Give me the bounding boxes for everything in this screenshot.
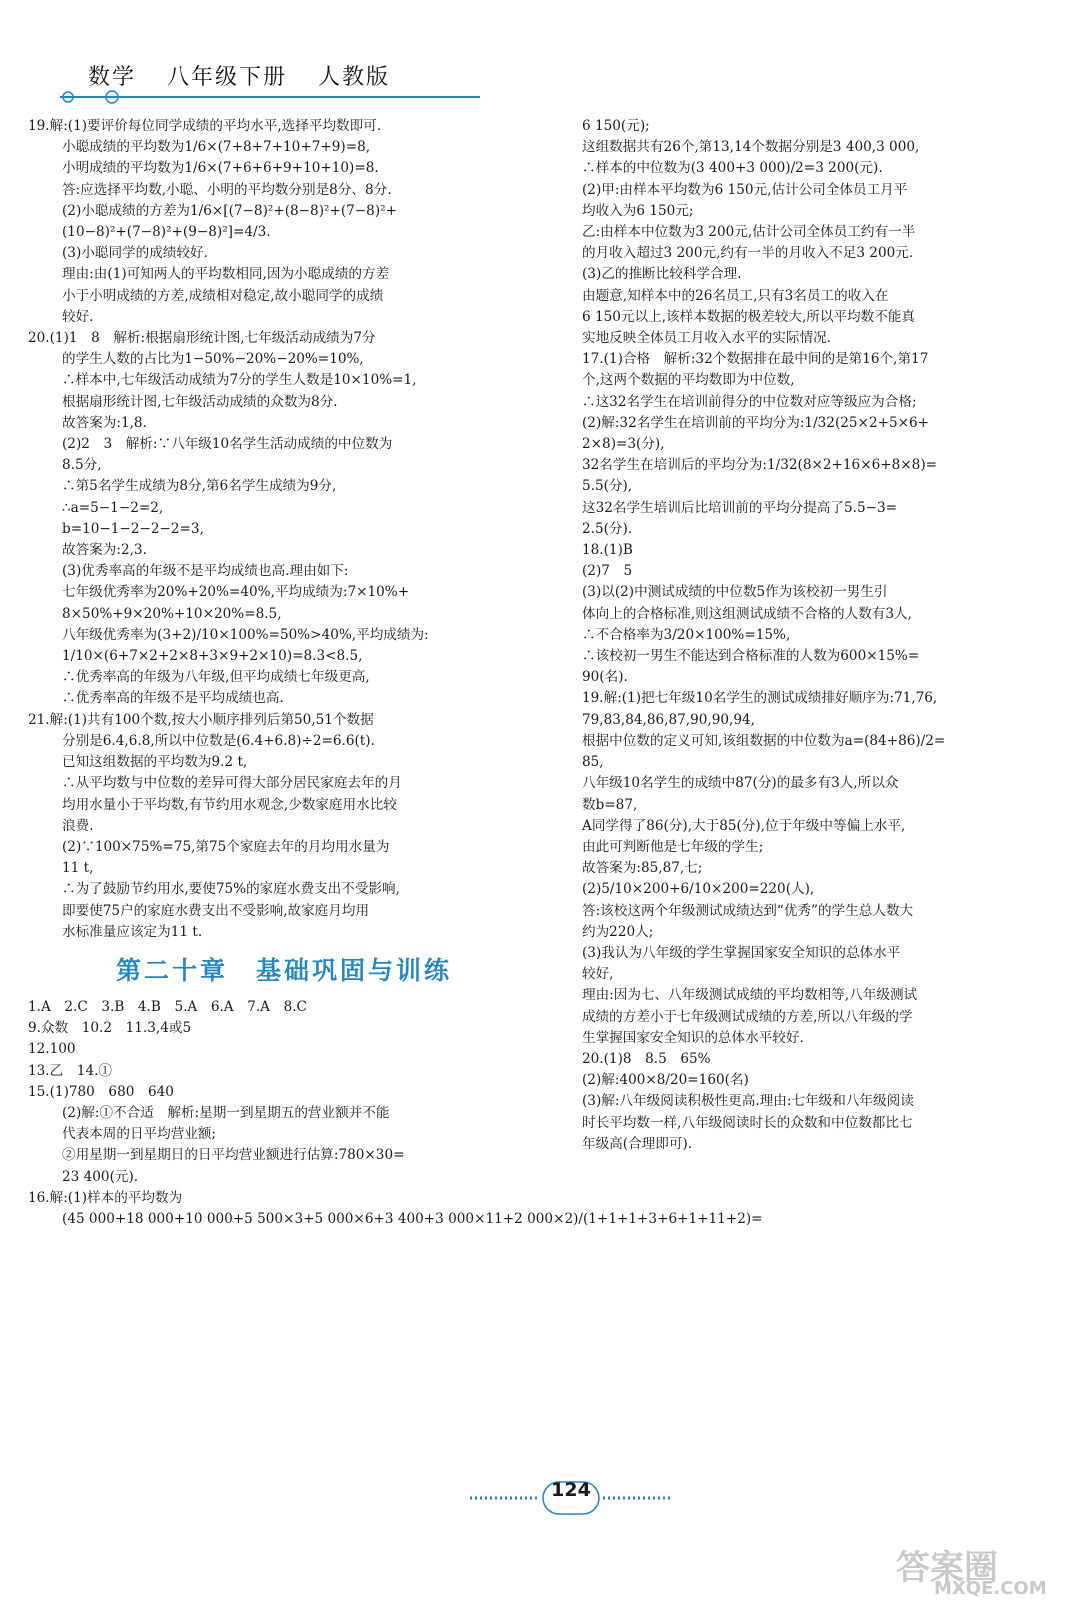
answer-line: 已知这组数据的平均数为9.2 t,: [62, 754, 248, 771]
answer-line: ∴优秀率高的年级为八年级,但平均成绩七年级更高,: [62, 669, 370, 686]
answer-line: 答:应选择平均数,小聪、小明的平均数分别是8分、8分.: [62, 181, 392, 198]
right-answer-column: [582, 116, 1056, 1155]
answer-line: 成绩的方差小于七年级测试成绩的方差,所以八年级的学: [582, 1008, 913, 1025]
answer-line: ∴不合格率为3/20×100%=15%,: [582, 626, 791, 643]
answer-line: 小于小明成绩的方差,成绩相对稳定,故小聪同学的成绩: [62, 287, 384, 304]
answer-line: 八年级优秀率为(3+2)/10×100%=50%>40%,平均成绩为:: [62, 626, 429, 643]
answer-line: 的月收入超过3 200元,约有一半的月收入不足3 200元.: [582, 245, 914, 262]
answer-line: 浪费.: [62, 817, 94, 834]
answer-line: 七年级优秀率为20%+20%=40%,平均成绩为:7×10%+: [62, 584, 410, 601]
answer-line: ∴样本的中位数为(3 400+3 000)/2=3 200(元).: [582, 160, 883, 177]
answer-line: 20.(1)1 8 解析:根据扇形统计图,七年级活动成绩为7分: [28, 330, 376, 347]
answer-line: 理由:由(1)可知两人的平均数相同,因为小聪成绩的方差: [62, 266, 390, 283]
answer-line: 理由:因为七、八年级测试成绩的平均数相等,八年级测试: [582, 987, 918, 1004]
answer-line: (2)甲:由样本平均数为6 150元,估计公司全体员工月平: [582, 181, 908, 198]
answer-line: 79,83,84,86,87,90,90,94,: [582, 711, 755, 728]
answer-line: 小明成绩的平均数为1/6×(7+6+6+9+10+10)=8.: [62, 160, 379, 177]
answer-line: ∴样本中,七年级活动成绩为7分的学生人数是10×10%=1,: [62, 372, 417, 389]
header-decoration: [60, 96, 480, 98]
answer-line: 分别是6.4,6.8,所以中位数是(6.4+6.8)÷2=6.6(t).: [62, 732, 375, 749]
answer-line: (2)解:400×8/20=160(名): [582, 1072, 749, 1089]
answer-line: 年级高(合理即可).: [582, 1135, 693, 1152]
answer-line: A同学得了86(分),大于85(分),位于年级中等偏上水平,: [582, 817, 906, 834]
answer-line: 5.5(分),: [582, 478, 633, 495]
answer-line: 代表本周的日平均营业额;: [62, 1126, 217, 1143]
watermark-logo: 答案圈: [896, 1548, 998, 1588]
answer-line: (2)解:32名学生在培训前的平均分为:1/32(25×2+5×6+: [582, 414, 930, 431]
answer-line: 20.(1)8 8.5 65%: [582, 1050, 711, 1067]
answer-line: 故答案为:2,3.: [62, 542, 147, 559]
answer-line: 11 t,: [62, 860, 94, 877]
answer-line: 1.A 2.C 3.B 4.B 5.A 6.A 7.A 8.C: [28, 998, 307, 1015]
answer-line: 13.乙 14.①: [28, 1062, 113, 1079]
answer-line: 根据扇形统计图,七年级活动成绩的众数为8分.: [62, 393, 338, 410]
answer-line: (2)∵100×75%=75,第75个家庭去年的月均用水量为: [62, 838, 390, 855]
answer-line: 体向上的合格标准,则这组测试成绩不合格的人数有3人,: [582, 605, 912, 622]
answer-line: 这组数据共有26个,第13,14个数据分别是3 400,3 000,: [582, 139, 920, 156]
answer-line: (10−8)²+(7−8)²+(9−8)²]=4/3.: [62, 224, 271, 241]
answer-line: 19.解:(1)要评价每位同学成绩的平均水平,选择平均数即可.: [28, 118, 382, 134]
answer-line: 85,: [582, 754, 604, 771]
answer-line: (2)解:①不合适 解析:星期一到星期五的营业额并不能: [62, 1104, 390, 1121]
answer-line: 故答案为:85,87,七;: [582, 860, 703, 877]
answer-line: 均收入为6 150元;: [582, 202, 694, 219]
page-header: [88, 60, 412, 91]
answer-line: (45 000+18 000+10 000+5 500×3+5 000×6+3 400+3 000×11+2 000×2)/(1+1+1+3+6+1+11+2)=: [62, 1210, 763, 1227]
answer-line: 1/10×(6+7×2+2×8+3×9+2×10)=8.3<8.5,: [62, 648, 363, 665]
chapter-heading: 第二十章 基础巩固与训练: [116, 955, 453, 985]
answer-line: 均用水量小于平均数,有节约用水观念,少数家庭用水比较: [62, 796, 397, 813]
answer-line: ∴从平均数与中位数的差异可得大部分居民家庭去年的月: [62, 775, 402, 792]
answer-line: 实地反映全体员工月收入水平的实际情况.: [582, 330, 832, 347]
answer-line: (2)7 5: [582, 563, 633, 580]
answer-line: 2×8)=3(分),: [582, 436, 665, 453]
answer-line: 9.众数 10.2 11.3,4或5: [28, 1020, 192, 1037]
answer-line: 6 150元以上,该样本数据的极差较大,所以平均数不能真: [582, 308, 916, 325]
answer-line: 这32名学生培训后比培训前的平均分提高了5.5−3=: [582, 499, 898, 516]
answer-line: (3)小聪同学的成绩较好.: [62, 245, 208, 262]
answer-line: (3)我认为八年级的学生掌握国家安全知识的总体水平: [582, 944, 901, 961]
answer-line: 21.解:(1)共有100个数,按大小顺序排列后第50,51个数据: [28, 711, 374, 728]
answer-line: 12.100: [28, 1041, 76, 1058]
answer-line: 生掌握国家安全知识的总体水平较好.: [582, 1029, 804, 1046]
answer-line: 19.解:(1)把七年级10名学生的测试成绩排好顺序为:71,76,: [582, 690, 938, 707]
answer-line: ∴该校初一男生不能达到合格标准的人数为600×15%=: [582, 648, 920, 665]
answer-line: 8×50%+9×20%+10×20%=8.5,: [62, 605, 282, 622]
answer-line: 时长平均数一样,八年级阅读时长的众数和中位数都比七: [582, 1114, 913, 1131]
header-circles-icon: [60, 88, 120, 106]
answer-line: 的学生人数的占比为1−50%−20%−20%=10%,: [62, 351, 364, 368]
answer-line: (2)小聪成绩的方差为1/6×[(7−8)²+(8−8)²+(7−8)²+: [62, 202, 397, 219]
answer-line: ∴a=5−1−2=2,: [62, 499, 164, 516]
answer-line: 即要使75户的家庭水费支出不受影响,故家庭月均用: [62, 902, 370, 919]
answer-line: (3)优秀率高的年级不是平均成绩也高.理由如下:: [62, 563, 349, 580]
answer-line: b=10−1−2−2−2=3,: [62, 520, 204, 537]
answer-line: 数b=87,: [582, 796, 638, 813]
answer-line: (3)解:八年级阅读积极性更高.理由:七年级和八年级阅读: [582, 1093, 914, 1110]
answer-line: (2)2 3 解析:∵八年级10名学生活动成绩的中位数为: [62, 436, 393, 453]
answer-line: ②用星期一到星期日的日平均营业额进行估算:780×30=: [62, 1147, 405, 1164]
answer-line: 答:该校这两个年级测试成绩达到“优秀”的学生总人数大: [582, 902, 914, 919]
answer-line: 个,这两个数据的平均数即为中位数,: [582, 372, 795, 389]
page-number: 124: [551, 1479, 591, 1501]
answer-line: 约为220人;: [582, 923, 654, 940]
answer-line: (3)乙的推断比较科学合理.: [582, 266, 742, 283]
answer-line: ∴优秀率高的年级不是平均成绩也高.: [62, 690, 284, 707]
header-subject: 数学: [88, 65, 137, 90]
answer-line: (3)以(2)中测试成绩的中位数5作为该校初一男生引: [582, 584, 888, 601]
answer-line: 乙:由样本中位数为3 200元,估计公司全体员工约有一半: [582, 224, 916, 241]
answer-line: (2)5/10×200+6/10×200=220(人),: [582, 881, 815, 898]
header-grade: 八年级下册: [167, 65, 288, 90]
answer-line: ∴这32名学生在培训前得分的中位数对应等级应为合格;: [582, 393, 917, 410]
answer-line: 17.(1)合格 解析:32个数据排在最中间的是第16个,第17: [582, 351, 929, 368]
answer-line: 90(名).: [582, 669, 628, 686]
answer-line: 较好,: [582, 966, 614, 983]
answer-line: 16.解:(1)样本的平均数为: [28, 1189, 183, 1206]
answer-line: 故答案为:1,8.: [62, 414, 147, 431]
answer-line: 由题意,知样本中的26名员工,只有3名员工的收入在: [582, 287, 889, 304]
answer-line: 根据中位数的定义可知,该组数据的中位数为a=(84+86)/2=: [582, 732, 946, 749]
watermark-url: MXQE.COM: [934, 1578, 1047, 1599]
answer-line: 6 150(元);: [582, 118, 650, 134]
answer-line: 由此可判断他是七年级的学生;: [582, 838, 764, 855]
answer-line: ∴为了鼓励节约用水,要使75%的家庭水费支出不受影响,: [62, 881, 400, 898]
answer-line: 18.(1)B: [582, 542, 633, 559]
answer-line: 23 400(元).: [62, 1168, 139, 1185]
header-edition: 人教版: [318, 65, 391, 90]
answer-line: 8.5分,: [62, 457, 102, 474]
answer-line: ∴第5名学生成绩为8分,第6名学生成绩为9分,: [62, 478, 337, 495]
answer-line: 小聪成绩的平均数为1/6×(7+8+7+10+7+9)=8,: [62, 139, 371, 156]
answer-line: 较好.: [62, 308, 94, 325]
answer-line: 水标准量应该定为11 t.: [62, 923, 203, 940]
answer-line: 32名学生在培训后的平均分为:1/32(8×2+16×6+8×8)=: [582, 457, 938, 474]
answer-line: 15.(1)780 680 640: [28, 1083, 174, 1100]
answer-line: 八年级10名学生的成绩中87(分)的最多有3人,所以众: [582, 775, 899, 792]
answer-line: 2.5(分).: [582, 520, 633, 537]
